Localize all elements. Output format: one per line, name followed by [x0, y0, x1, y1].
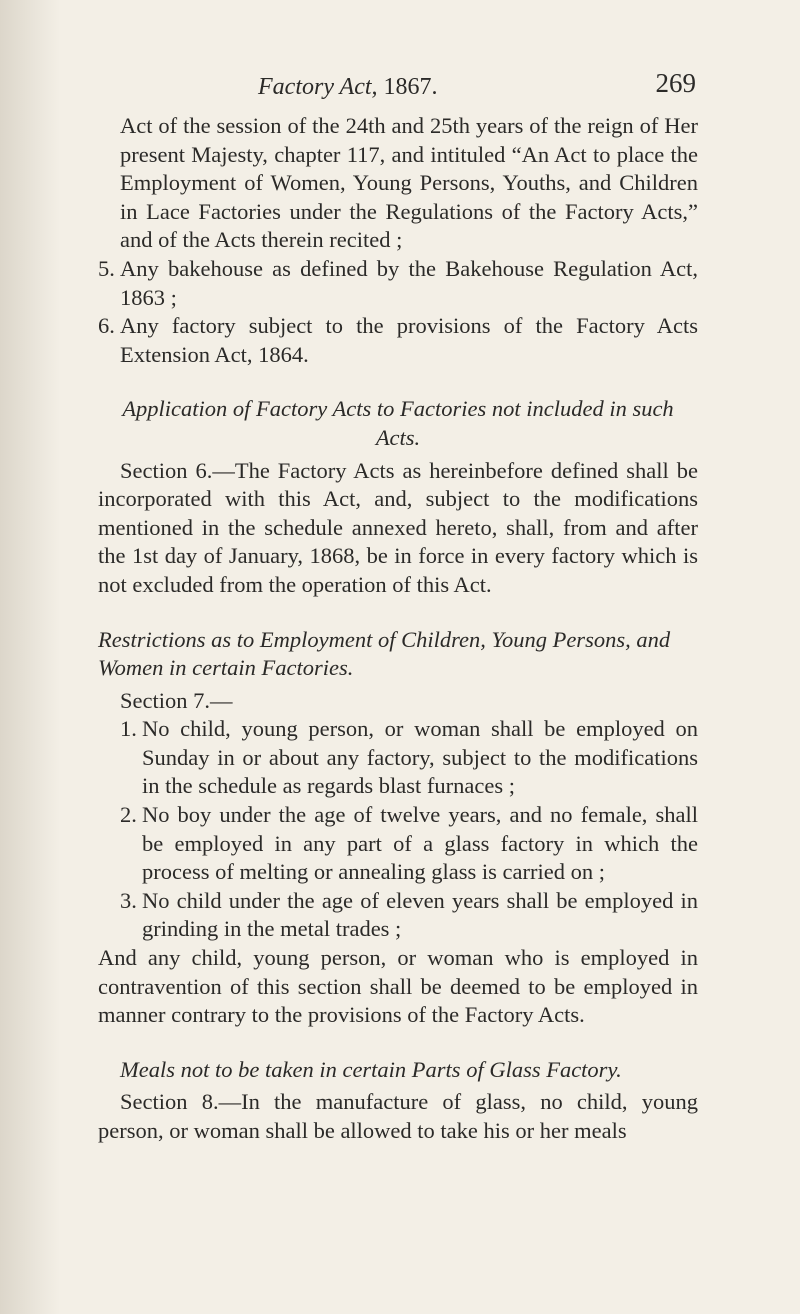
list-item-text: Any factory subject to the provisions of the Factory Acts Extension Act, 1864.: [120, 313, 698, 367]
section-6-heading: Application of Factory Acts to Factories not included in such Acts.: [122, 396, 674, 450]
list-item-number: 2.: [120, 802, 137, 828]
list-item-text: No child under the age of eleven years shall be employed in grinding in the metal trades ;: [142, 887, 698, 942]
section-7-heading: Restrictions as to Employment of Children, Young Persons, and Women in certain Factories.: [98, 626, 671, 681]
list-item-number: 6.: [98, 313, 115, 339]
section-7-label: Section 7.—: [120, 687, 233, 713]
running-title: [258, 74, 438, 101]
running-title-italic: Factory Act,: [258, 74, 378, 100]
page-header: [98, 66, 698, 112]
list-item-number: 1.: [120, 716, 137, 742]
list-item-text: No boy under the age of twelve years, and no female, shall be employed in any part of a glass factory in which the process of melting or annealing glass is carried on ;: [142, 802, 698, 885]
list-item: [120, 715, 698, 801]
section-8-heading: Meals not to be taken in certain Parts of Glass Factory.: [120, 1056, 622, 1082]
section-7-closing: And any child, young person, or woman who is employed in contravention of this section shall be deemed to be employed in manner contrary to the provisions of the Factory Acts.: [98, 945, 698, 1028]
list-item-text: No child, young person, or woman shall be employed on Sunday in or about any factory, subject to the modifications in the schedule as regards blast furnaces ;: [142, 716, 698, 799]
page-edge-shadow: [0, 0, 60, 1314]
list-item-text: Any bakehouse as defined by the Bakehouse Regulation Act, 1863 ;: [120, 255, 698, 310]
list-item-number: 3.: [120, 887, 137, 913]
continuation-paragraph: Act of the session of the 24th and 25th years of the reign of Her present Majesty, chapter 117, and intituled “An Act to place the Employment of Women, Young Persons, Youths, and Children in Lace Factories under the Regulations of the Factory Acts,” and of the Acts therein recited ;: [120, 113, 698, 253]
book-page: [98, 66, 698, 1146]
section-8-text: Section 8.—In the manufacture of glass, no child, young person, or woman shall be allowed to take his or her meals: [98, 1089, 698, 1143]
section-6-text: Section 6.—The Factory Acts as hereinbefore defined shall be incorporated with this Act, and, subject to the modifications mentioned in the schedule annexed hereto, shall, from and after the 1st day of January, 1868, be in force in every factory which is not excluded from the operation of this Act.: [98, 457, 698, 597]
running-title-year: 1867.: [377, 74, 438, 100]
list-item: [98, 255, 698, 312]
list-item: [120, 887, 698, 944]
page-number: 269: [655, 68, 696, 98]
list-item-number: 5.: [98, 255, 115, 281]
list-item: [120, 801, 698, 887]
list-item: [98, 312, 698, 369]
